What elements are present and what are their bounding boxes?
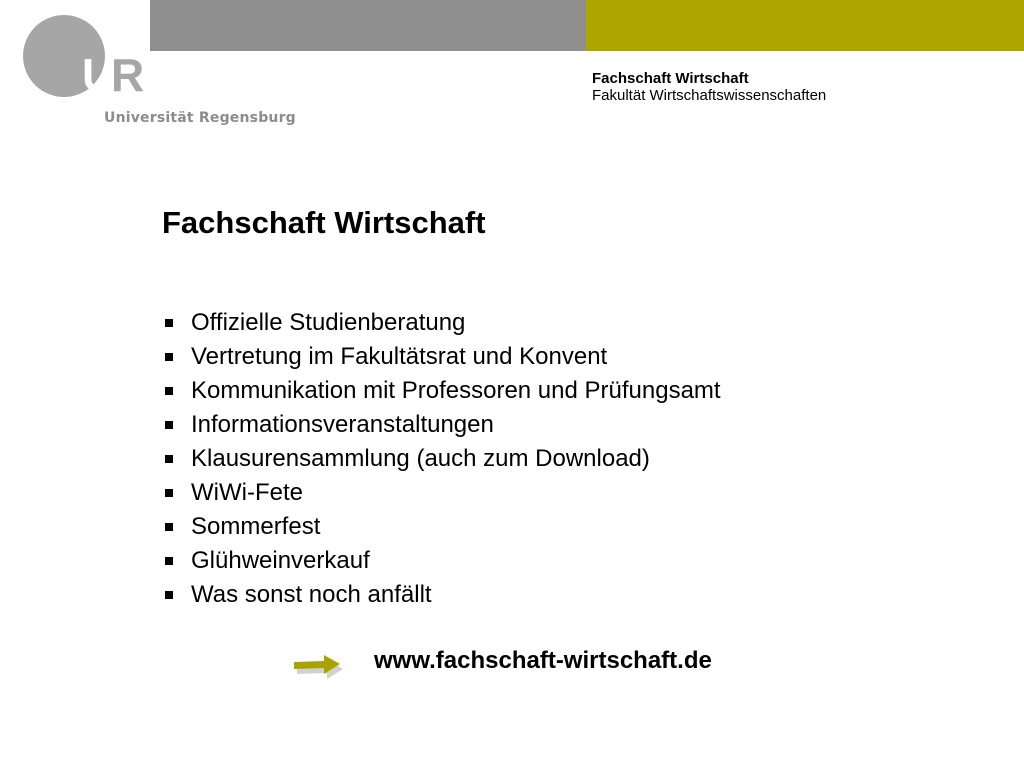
list-item-text: Vertretung im Fakultätsrat und Konvent	[191, 343, 608, 370]
square-bullet-icon	[165, 421, 173, 429]
page-title: Fachschaft Wirtschaft	[162, 205, 486, 240]
list-item-text: Kommunikation mit Professoren und Prüfungsamt	[191, 377, 721, 404]
header-title: Fachschaft Wirtschaft	[592, 70, 749, 87]
arrow-right-icon	[290, 652, 346, 680]
university-logo	[22, 12, 296, 132]
list-item	[162, 476, 721, 510]
logo-letter-u: U	[82, 49, 116, 101]
list-item-text: Offizielle Studienberatung	[191, 309, 466, 336]
square-bullet-icon	[165, 455, 173, 463]
list-item	[162, 374, 721, 408]
list-item	[162, 544, 721, 578]
header-bar-olive	[586, 0, 1024, 51]
bullet-list	[162, 306, 721, 612]
square-bullet-icon	[165, 319, 173, 327]
list-item-text: Informationsveranstaltungen	[191, 411, 494, 438]
square-bullet-icon	[165, 489, 173, 497]
logo-letter-r: R	[111, 49, 145, 101]
list-item-text: Sommerfest	[191, 513, 321, 540]
list-item	[162, 578, 721, 612]
list-item	[162, 340, 721, 374]
logo-text: Universität Regensburg	[104, 110, 296, 126]
website-link[interactable]: www.fachschaft-wirtschaft.de	[374, 647, 712, 674]
header-info	[592, 70, 826, 104]
header-subtitle: Fakultät Wirtschaftswissenschaften	[592, 87, 827, 104]
list-item	[162, 442, 721, 476]
list-item-text: Klausurensammlung (auch zum Download)	[191, 445, 650, 472]
list-item-text: Was sonst noch anfällt	[191, 581, 432, 608]
square-bullet-icon	[165, 591, 173, 599]
list-item-text: WiWi-Fete	[191, 479, 303, 506]
square-bullet-icon	[165, 557, 173, 565]
list-item	[162, 510, 721, 544]
list-item	[162, 306, 721, 340]
square-bullet-icon	[165, 353, 173, 361]
list-item-text: Glühweinverkauf	[191, 547, 370, 574]
square-bullet-icon	[165, 523, 173, 531]
ur-logo-mark	[22, 12, 152, 107]
list-item	[162, 408, 721, 442]
square-bullet-icon	[165, 387, 173, 395]
